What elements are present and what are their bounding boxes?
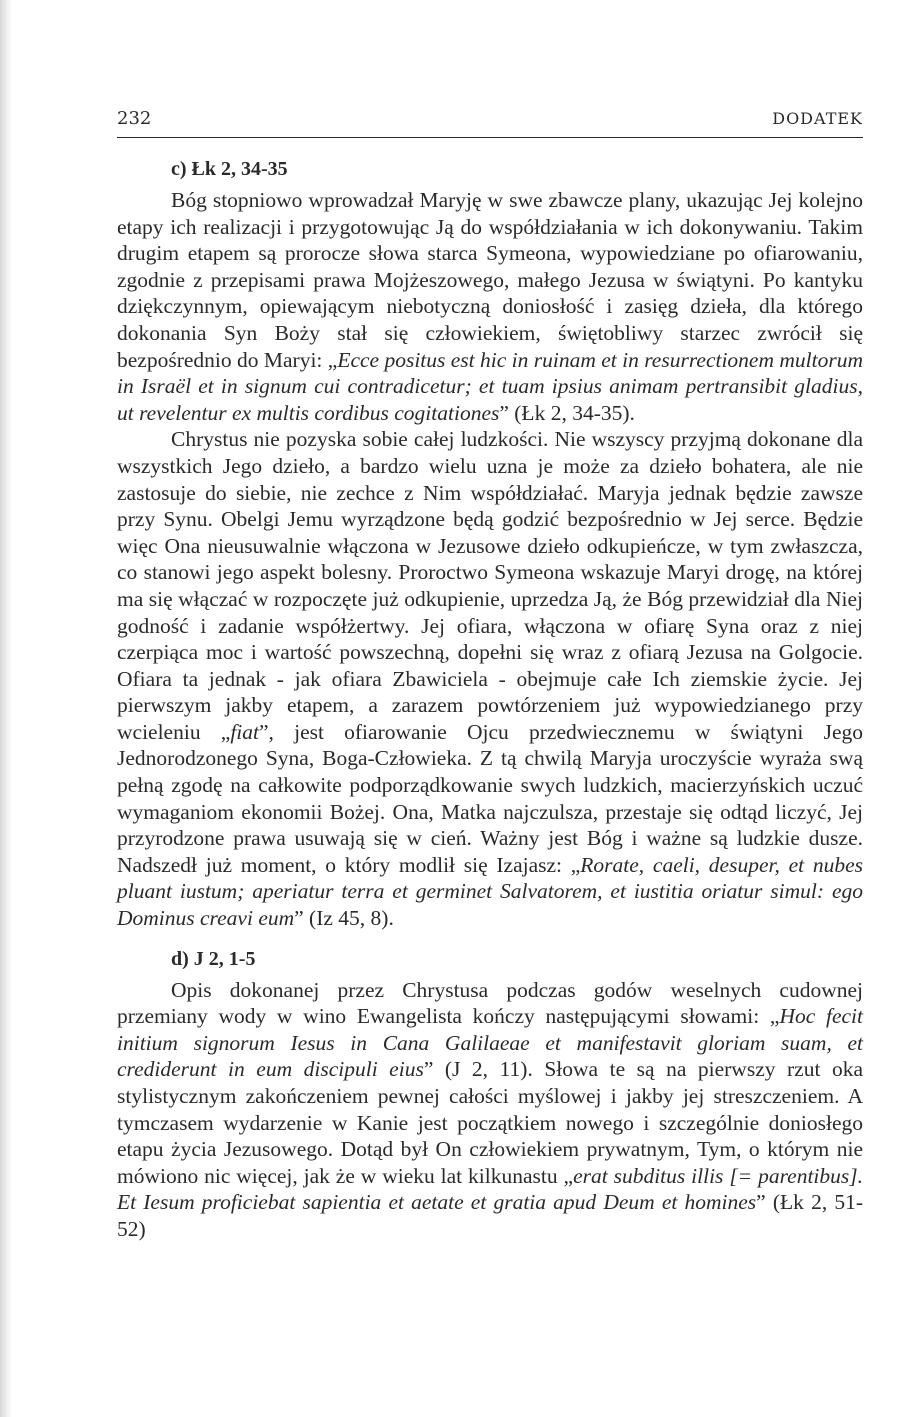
paragraph (117, 426, 863, 931)
text-run: ” (J 2, 11). Słowa te są na pierwszy rzut oka stylistycznym zakończeniem pewnej całości myślowej i jakby jej streszczeniem. A tymczasem wydarzenie w Kanie jest początkiem nowego i szczególnie doniosłego etapu życia Jezusowego. Dotąd był On człowiekiem prywatnym, Tym, o którym nie mówiono nic więcej, jak że w wieku lat kilkunastu „ (117, 1057, 863, 1188)
text-run: Chrystus nie pozyska sobie całej ludzkości. Nie wszyscy przyjmą dokonane dla wszystkich Jego dzieło, a bardzo wielu uzna je może za dzieło bohatera, ale nie zastosuje do siebie, nie zechce z Nim współdziałać. Maryja jednak będzie zawsze przy Synu. Obelgi Jemu wyrządzone będą godzić bezpośrednio w Jej serce. Będzie więc Ona nieusuwalnie włączona w Jezusowe dzieło odkupieńcze, w tym zwłaszcza, co stanowi jego aspekt bolesny. Proroctwo Symeona wskazuje Maryi drogę, na której ma się włączać w rozpoczęte już odkupienie, uprzedza Ją, że Bóg przewidział dla Niej godność i zadanie współżertwy. Jej ofiara, włączona w ofiarę Syna oraz z niej czerpiąca moc i wartość powszechną, dopełni się wraz z ofiarą Jezusa na Golgocie. Ofiara ta jednak - jak ofiara Zbawiciela - obejmuje całe Ich ziemskie życie. Jej pierwszym jakby etapem, a zarazem powtórzeniem już wypowiedzianego przy wcieleniu „ (117, 427, 863, 744)
text-run: ” (Łk 2, 51-52) (117, 1190, 864, 1241)
paragraph (117, 187, 863, 426)
italic-quote-run: Ecce positus est hic in ruinam et in resurrectionem multorum in Israël et in signum cui contradicetur; et tuam ipsius animam pertransibit gladius, ut revelentur ex multis cordibus cogitationes (117, 347, 863, 425)
text-run: Bóg stopniowo wprowadzał Maryję w swe zbawcze plany, ukazując Jej kolejno etapy ich realizacji i przygotowując Ją do współdziałania w ich dokonywaniu. Takim drugim etapem są prorocze słowa starca Symeona, wypowiedziane po ofiarowaniu, zgodnie z przepisami prawa Mojżeszowego, małego Jezusa w świątyni. Po kantyku dziękczynnym, opiewającym niebotyczną doniosłość i zasięg dzieła, dla którego dokonania Syn Boży stał się człowiekiem, świętobliwy starzec zwrócił się bezpośrednio do Maryi: „ (117, 188, 863, 372)
document-page (117, 108, 863, 1243)
running-header (117, 108, 863, 138)
italic-quote-run: fiat (230, 719, 259, 744)
page-edge-shadow (0, 0, 12, 1417)
text-run: ”, jest ofiarowanie Ojcu przedwiecznemu w świątyni Jego Jednorodzonego Syna, Boga-Człowieka. Z tą chwilą Maryja uroczyście wyraża swą pełną zgodę na całkowite podporządkowanie swych ludzkich, macierzyńskich uczuć wymaganiom ekonomii Bożej. Ona, Matka najczulsza, przestaje się odtąd liczyć, Jej przyrodzone prawa usuwają się w cień. Ważny jest Bóg i ważne są ludzkie dusze. Nadszedł już moment, o który modlił się Izajasz: „ (117, 719, 863, 877)
section-heading: c) Łk 2, 34-35 (171, 158, 288, 180)
text-run: ” (Iz 45, 8). (294, 906, 394, 931)
paragraph (117, 977, 863, 1243)
italic-quote-run: erat subditus illis [= parentibus]. Et Iesum proficiebat sapientia et aetate et gratia apud Deum et homines (117, 1163, 864, 1215)
text-run: Opis dokonanej przez Chrystusa podczas godów weselnych cudownej przemiany wody w wino Ewangelista kończy następującymi słowami: „ (117, 977, 863, 1029)
page-number: 232 (117, 108, 152, 129)
text-run: ” (Łk 2, 34-35). (499, 400, 635, 425)
italic-quote-run: Hoc fecit initium signorum Iesus in Cana Galilaeae et manifestavit gloriam suam, et crediderunt in eum discipuli eius (117, 1004, 863, 1082)
italic-quote-run: Rorate, caeli, desuper, et nubes pluant iustum; aperiatur terra et germinet Salvatorem, et iustitia oriatur simul: ego Dominus creavi eum (117, 852, 863, 931)
section-heading: d) J 2, 1-5 (171, 947, 256, 970)
section-c (117, 158, 863, 932)
section-d (117, 948, 863, 1243)
running-title: DODATEK (772, 109, 863, 128)
